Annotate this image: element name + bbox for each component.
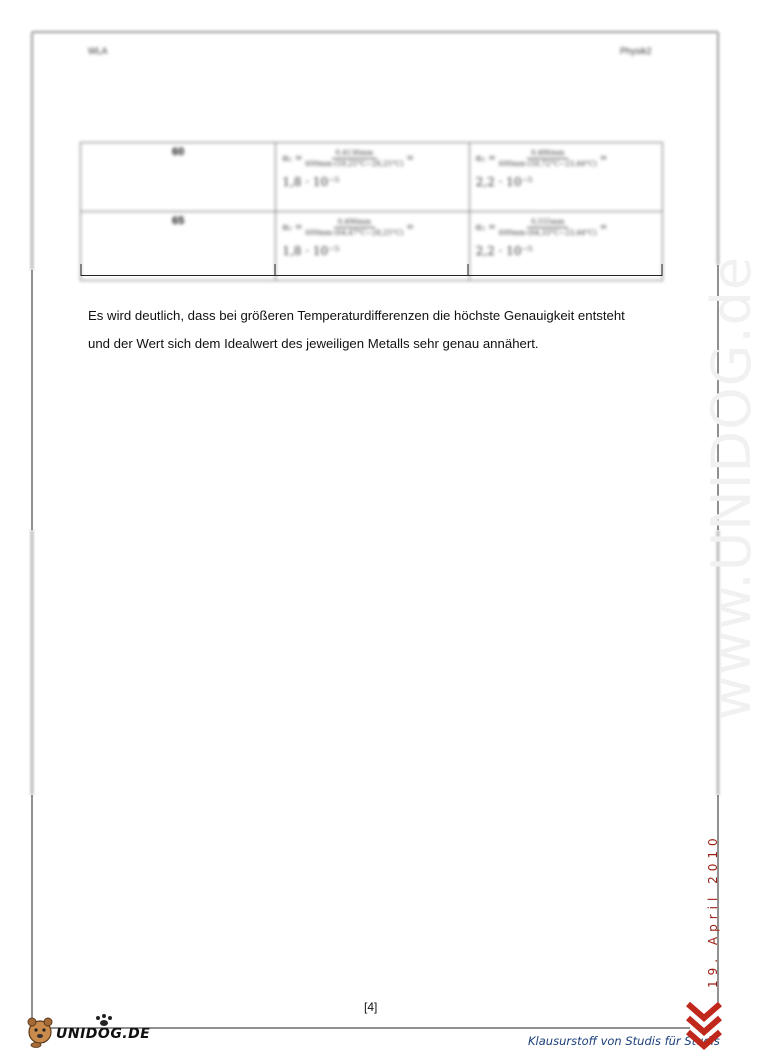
data-table: [80, 142, 663, 276]
formula-cell: α₁ = $\frac{0,486mm}{600mm\cdot(59,72^\circ C-23,44^\circ C)}$ = 2,2 · 10⁻⁵: [469, 143, 662, 212]
chevron-down-icon: [684, 1000, 724, 1058]
logo-text: UNIDOG.DE: [56, 1026, 151, 1042]
watermark: www.UNIDOG.de: [700, 255, 763, 720]
conclusion-paragraph: [88, 302, 668, 358]
formula-result: 1,8 · 10⁻⁵: [282, 244, 340, 258]
formula-cell: α₁ = $\frac{0,496mm}{600mm\cdot(64,47^\circ C-28,25^\circ C)}$ = 1,8 · 10⁻⁵: [276, 212, 469, 281]
footer-tagline: Klausurstoff von Studis für Studis: [528, 1034, 720, 1048]
formula-cell: α₁ = $\frac{0,4136mm}{600mm\cdot(59,25^\circ C-28,25^\circ C)}$ = 1,8 · 10⁻⁵: [276, 143, 469, 212]
formula-result: 2,2 · 10⁻⁵: [475, 175, 533, 189]
formula-result: 2,2 · 10⁻⁵: [475, 244, 533, 258]
date-stamp: 19. April 2010: [706, 833, 720, 988]
table-bottom-lines: [80, 142, 663, 276]
formula-cell: α₁ = $\frac{0,555mm}{600mm\cdot(64,33^\circ C-23,44^\circ C)}$ = 2,2 · 10⁻⁵: [469, 212, 662, 281]
row-label: 65: [81, 212, 276, 281]
formula-result: 1,8 · 10⁻⁵: [282, 175, 340, 189]
conclusion-line-1: Es wird deutlich, dass bei größeren Temperaturdifferenzen die höchste Genauigkeit entsteht: [88, 308, 625, 323]
row-label: 60: [81, 143, 276, 212]
header-right: Physik2: [620, 46, 652, 56]
header-left: WLA: [88, 46, 108, 56]
conclusion-line-2: und der Wert sich dem Idealwert des jeweiligen Metalls sehr genau annähert.: [88, 336, 539, 351]
page-number: [4]: [364, 1000, 378, 1014]
